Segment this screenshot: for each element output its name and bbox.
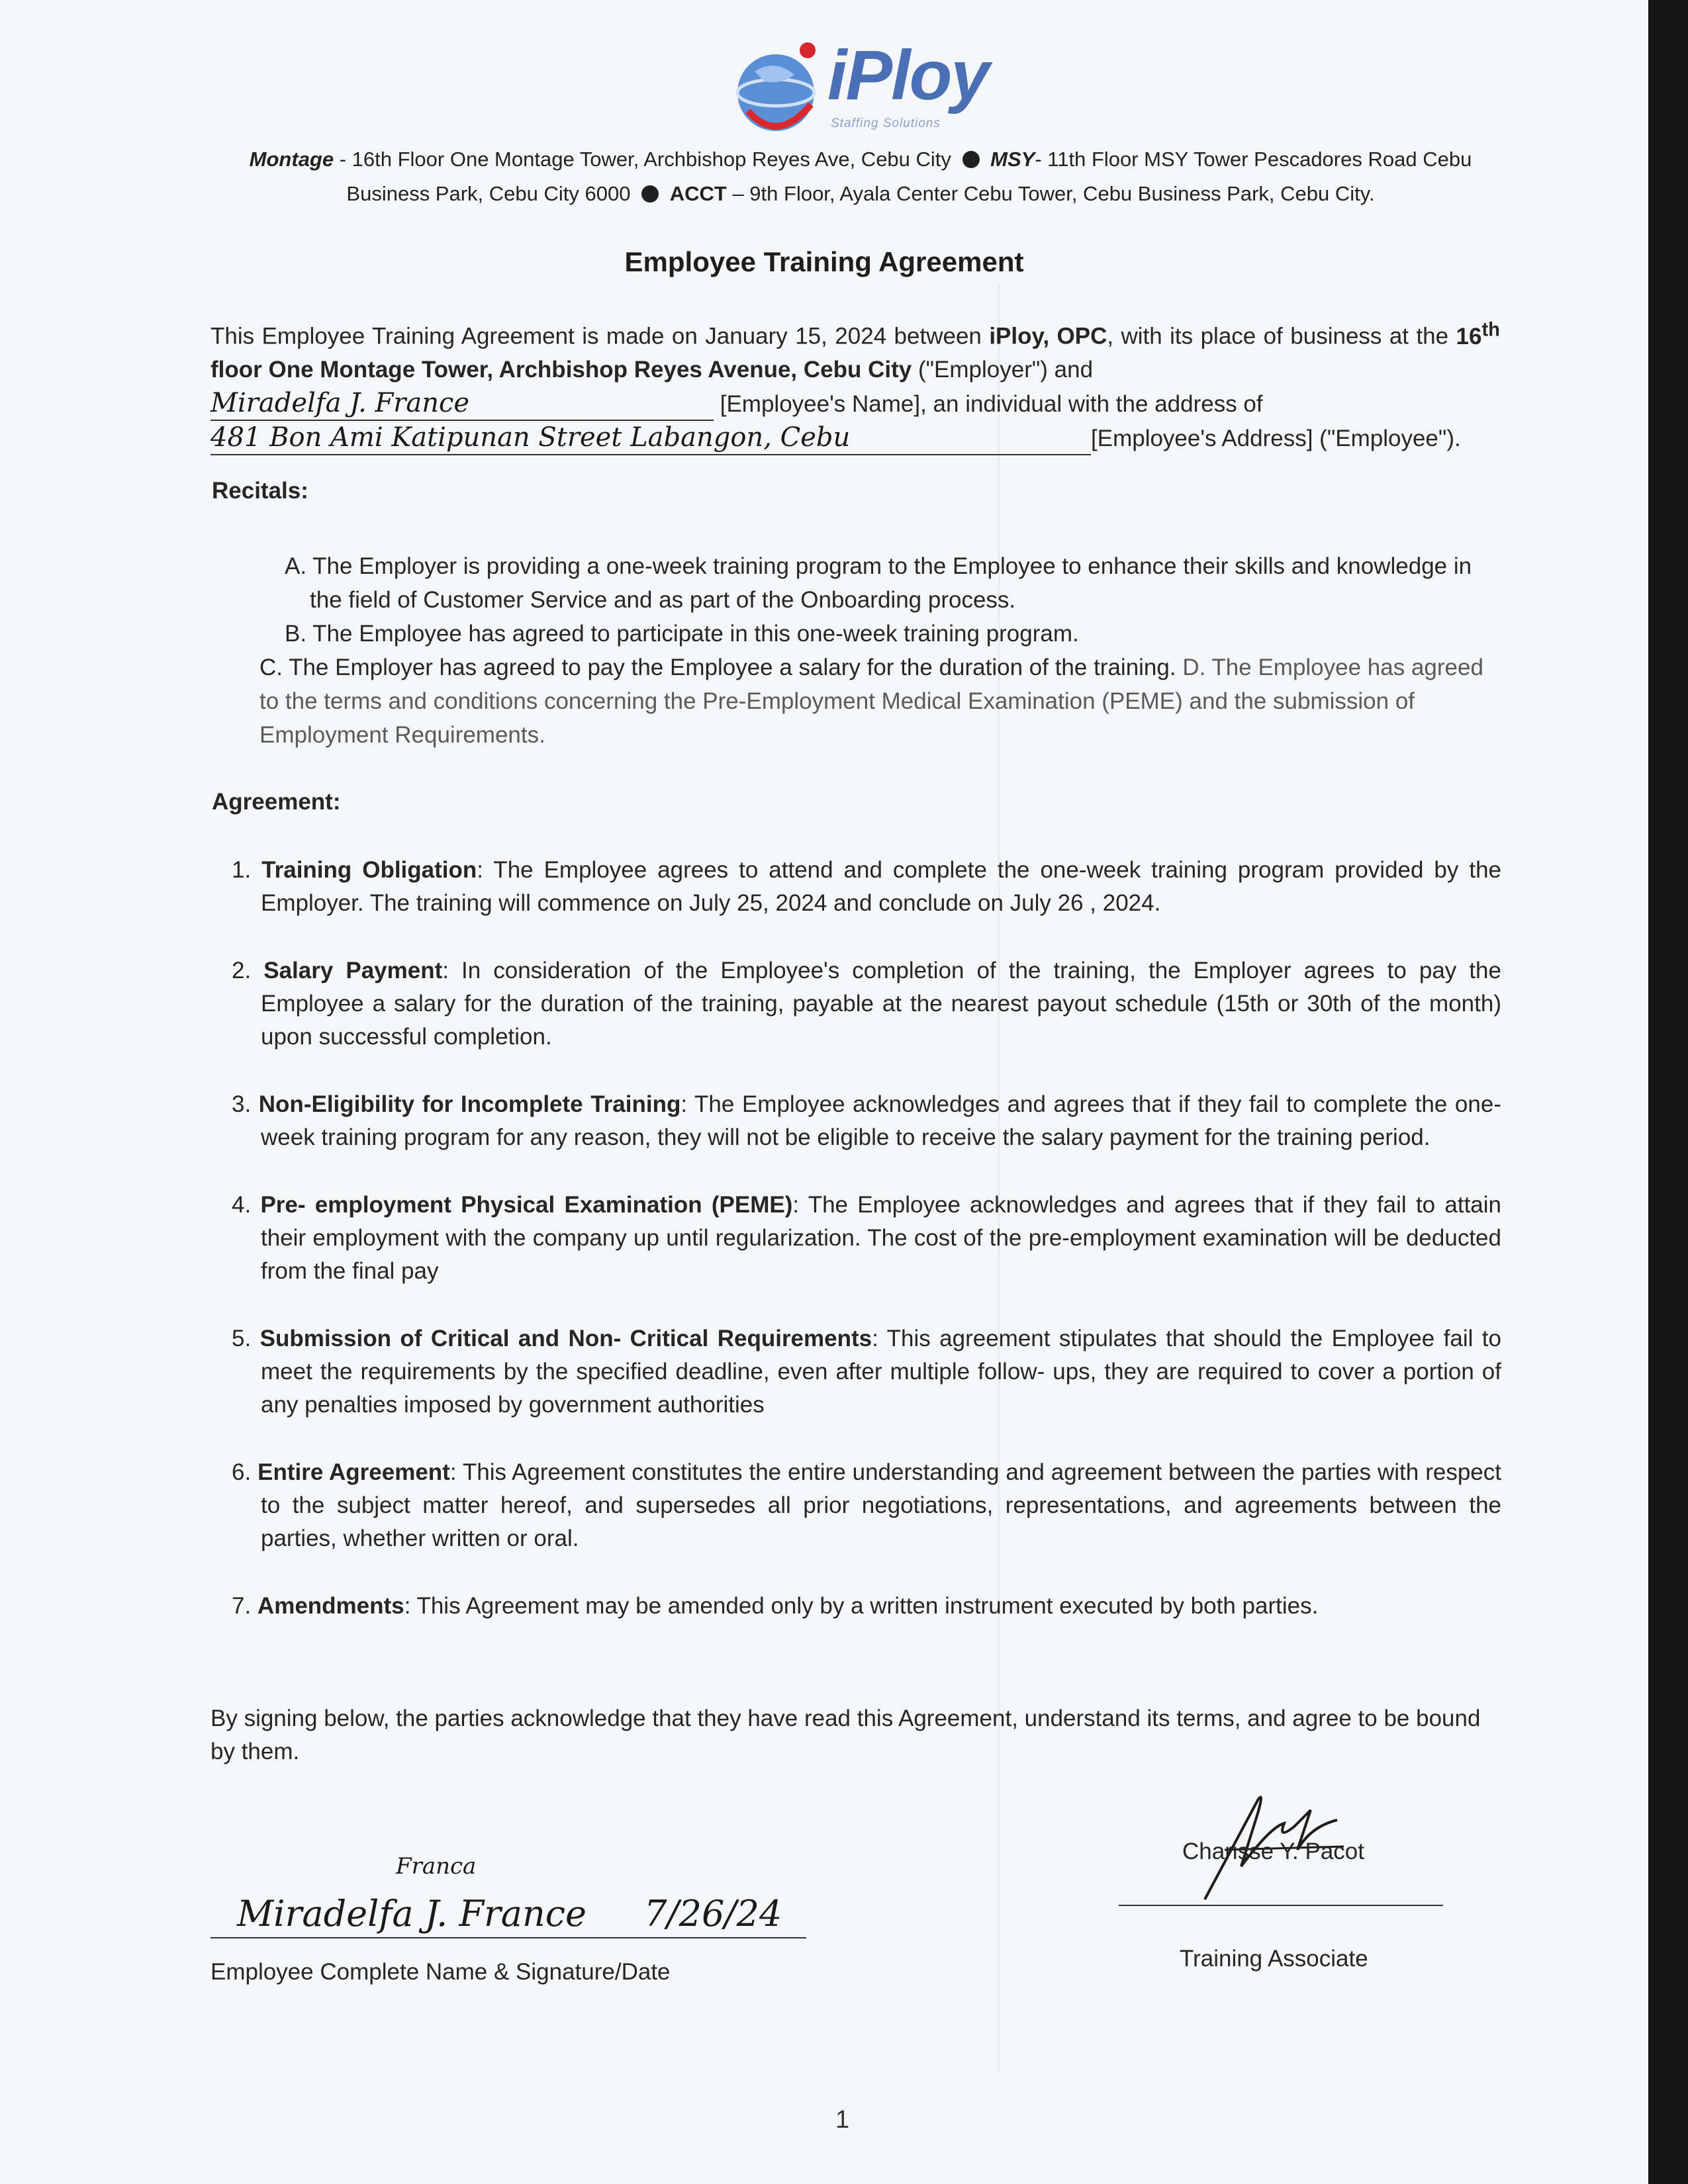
bullet-dot-icon: [962, 151, 980, 168]
employee-signature-label: Employee Complete Name & Signature/Date: [211, 1959, 671, 1985]
globe-icon: [728, 32, 827, 144]
agreement-item: 4. Pre- employment Physical Examination (PEME): The Employee acknowledges and agrees that if they fail to attain their employment with the company up until regularization. The cost of the pre-employment examination will be deducted from the final pay: [232, 1192, 1502, 1284]
intro-paragraph: This Employee Training Agreement is made on January 15, 2024 between iPloy, OPC, with its place of business at the 16th floor One Montage Tower, Archbishop Reyes Avenue, Cebu City ("Employer") and Miradelfa J. France [Employee's Name], an individual with the address of 481 Bon Ami Katipunan Street Labangon, Cebu [Employee's Address] ("Employee").: [211, 313, 1500, 455]
agreement-heading: Agreement:: [212, 789, 341, 815]
employee-initial: Franca: [396, 1853, 477, 1880]
employee-address-label: [Employee's Address] ("Employee").: [1091, 425, 1461, 451]
msy-address: - 11th Floor MSY Tower Pescadores Road Cebu Business Park, Cebu City 6000: [346, 148, 1472, 205]
document-title: Employee Training Agreement: [624, 246, 1024, 277]
bullet-dot-icon: [641, 185, 659, 203]
agreement-item: 6. Entire Agreement: This Agreement constitutes the entire understanding and agreement between the parties with respect to the subject matter hereof, and supersedes all prior negotiations, representations, and agreements between the parties, whether written or oral.: [232, 1459, 1501, 1551]
agreement-list: [211, 854, 1501, 1657]
company-logo: [728, 32, 1006, 144]
agreement-item: 1. Training Obligation: The Employee agrees to attend and complete the one-week training program provided by the Employer. The training will commence on July 25, 2024 and conclude on July 26 , 2024.: [232, 857, 1501, 916]
associate-label: Training Associate: [1180, 1946, 1368, 1972]
logo-wordmark: iPloy: [827, 36, 989, 114]
employee-name-label: [Employee's Name], an individual with the address of: [720, 390, 1263, 417]
montage-label: Montage: [249, 148, 334, 171]
employee-signature: Miradelfa J. France: [237, 1893, 586, 1934]
recitals-heading: Recitals:: [212, 478, 308, 504]
scan-dark-edge: [1648, 0, 1688, 2184]
page-number: 1: [835, 2106, 850, 2134]
closing-statement: By signing below, the parties acknowledge that they have read this Agreement, understand its terms, and agree to be bound by them.: [211, 1706, 1481, 1764]
msy-label: MSY: [990, 148, 1035, 171]
agreement-item: 2. Salary Payment: In consideration of the Employee's completion of the training, the Employer agrees to pay the Employee a salary for the duration of the training, payable at the nearest payout schedule (15th or 30th of the month) upon successful completion.: [232, 958, 1501, 1050]
acct-label: ACCT: [669, 182, 727, 205]
recital-b: B. The Employee has agreed to participate in this one-week training program.: [285, 621, 1079, 647]
employee-sign-date: 7/26/24: [644, 1893, 782, 1934]
associate-name: Charisse Y. Pacot: [1182, 1839, 1364, 1864]
agreement-item: 7. Amendments: This Agreement may be amended only by a written instrument executed by both parties.: [232, 1593, 1319, 1619]
recital-c: C. The Employer has agreed to pay the Employee a salary for the duration of the training. D. The Employee has agreed to the terms and conditions concerning the Pre-Employment Medical Examination (PEME) and the submission of Employment Requirements.: [259, 655, 1483, 748]
office-addresses: [212, 142, 1509, 211]
company-name: iPloy, OPC: [989, 323, 1107, 349]
agreement-item: 5. Submission of Critical and Non- Critical Requirements: This agreement stipulates that should the Employee fail to meet the requirements by the specified deadline, even after multiple follow- ups, they are required to cover a portion of any penalties imposed by government authorities: [232, 1326, 1501, 1418]
associate-signature-line: [1119, 1905, 1443, 1906]
employee-address-field: 481 Bon Ami Katipunan Street Labangon, Cebu: [211, 421, 1091, 455]
business-location: 16th floor One Montage Tower, Archbishop Reyes Avenue, Cebu City: [211, 319, 1500, 383]
recitals-list: [259, 549, 1504, 752]
montage-address: - 16th Floor One Montage Tower, Archbishop Reyes Ave, Cebu City: [334, 148, 951, 171]
agreement-item: 3. Non-Eligibility for Incomplete Training: The Employee acknowledges and agrees that if they fail to complete the one-week training program for any reason, they will not be eligible to receive the salary payment for the training period.: [232, 1091, 1501, 1150]
acct-address: – 9th Floor, Ayala Center Cebu Tower, Cebu Business Park, Cebu City.: [726, 182, 1375, 205]
employee-name-field: Miradelfa J. France: [211, 387, 714, 421]
logo-tagline: Staffing Solutions: [831, 116, 941, 130]
recital-a: A. The Employer is providing a one-week training program to the Employee to enhance their skills and knowledge in the field of Customer Service and as part of the Onboarding process.: [285, 553, 1472, 613]
employee-signature-line: [211, 1893, 806, 1938]
